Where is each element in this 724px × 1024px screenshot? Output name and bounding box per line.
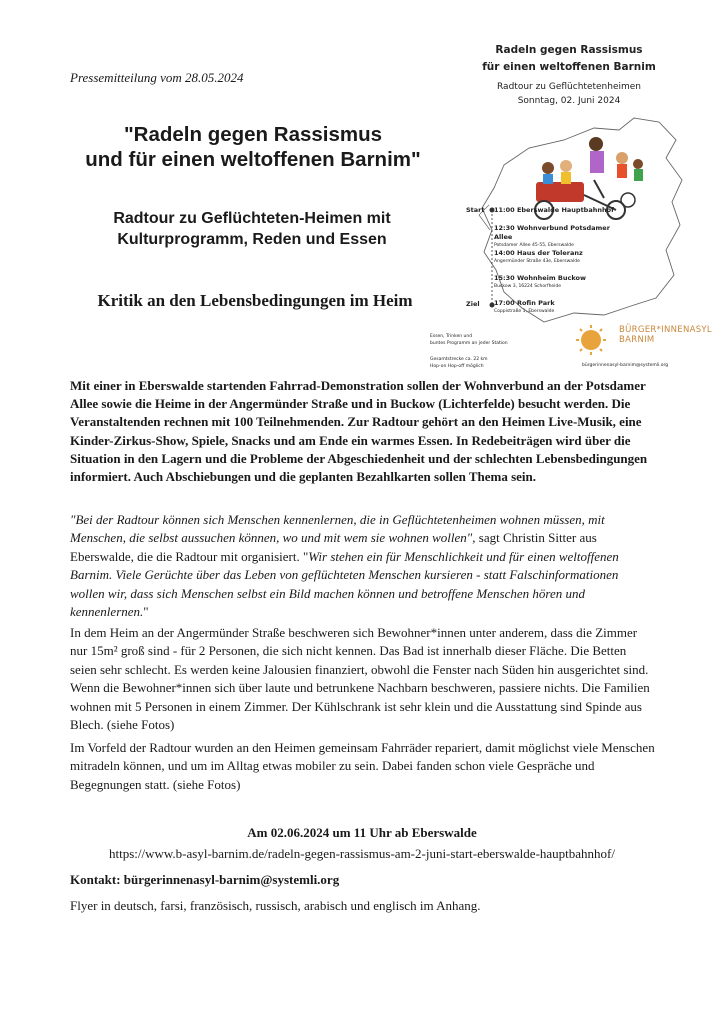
flyer-stop bbox=[494, 274, 614, 290]
flyer-date: Sonntag, 02. Juni 2024 bbox=[517, 96, 621, 106]
event-date-line: Am 02.06.2024 um 11 Uhr ab Eberswalde bbox=[247, 825, 477, 840]
event-url[interactable]: https://www.b-asyl-barnim.de/radeln-gegen-rassismus-am-2-juni-start-eberswalde-hauptbahnhof/ bbox=[108, 846, 615, 861]
flyer-stop bbox=[494, 206, 614, 215]
living-conditions-paragraph: In dem Heim an der Angermünder Straße beschweren sich Bewohner*innen unter anderem, dass die Zimmer nur 15m² groß sind - für 2 Personen, die sich nicht kennen. Das Bad ist innerhalb dieser Fläche. Die Betten seien sehr schlecht. Es werden keine Jalousien finanziert, obwohl die Fenster nach Süden hin ausgerichtet sind. Wenn die Bewohner*innen sich über laute und betrunkene Nachbarn beschweren, passiere nichts. Die Familien wohnen mit 5 Personen in einem Zimmer. Der Kühlschrank ist sehr klein und die Ausstattung sind Spinde aus Blech. (siehe Fotos) bbox=[70, 625, 650, 733]
flyer-subtitle bbox=[444, 80, 694, 108]
headline-line-1: "Radeln gegen Rassismus bbox=[123, 123, 383, 146]
flyer-goal-label: Ziel bbox=[466, 300, 480, 308]
flyer-email: bürgerinnenasyl-barnim@systemli.org bbox=[582, 363, 669, 368]
headline-line-2: und für einen weltoffenen Barnim" bbox=[85, 148, 421, 171]
flyer-stop-address: Coppistraße 1, Eberswalde bbox=[494, 309, 555, 314]
flyer-stop-time: 14:00 Haus der Toleranz bbox=[494, 249, 583, 257]
flyer-stop bbox=[494, 224, 614, 249]
flyer-stop bbox=[494, 249, 614, 265]
flyer-footer-line: Hop-on Hop-off möglich bbox=[430, 364, 484, 369]
quote-close: " bbox=[143, 604, 149, 620]
flyer-footer-info bbox=[430, 333, 508, 347]
flyer-stop-time: 12:30 Wohnverbund Potsdamer Allee bbox=[494, 224, 610, 241]
sun-logo bbox=[576, 325, 606, 355]
subheadline-line-2: Kulturprogramm, Reden und Essen bbox=[117, 231, 387, 248]
flyer-subtitle-text: Radtour zu Geflüchtetenheimen bbox=[497, 82, 641, 92]
org-name-line-2: BARNIM bbox=[619, 335, 655, 345]
flyer-stop-address: Angermünder Straße 43e, Eberswalde bbox=[494, 259, 580, 264]
flyer-stop-time: 11:00 Eberswalde Hauptbahnhof bbox=[494, 206, 614, 214]
critique-heading: Kritik an den Lebensbedingungen im Heim bbox=[97, 291, 413, 310]
press-release-date: Pressemitteilung vom 28.05.2024 bbox=[70, 70, 244, 85]
quote-1: "Bei der Radtour können sich Menschen kennenlernen, die in Geflüchtetenheimen wohnen müssen, mit Menschen, die selbst aussuchen können, wo und mit wem sie wohnen wollen" bbox=[70, 512, 605, 546]
quote-attribution: , sagt Christin Sitter aus Eberswalde, die die Radtour mit organisiert. " bbox=[70, 530, 597, 564]
flyer-footer-line: Essen, Trinken und bbox=[430, 334, 473, 339]
quote-paragraph bbox=[70, 511, 656, 621]
flyer-footer-line: buntes Programm an jeder Station bbox=[430, 341, 508, 346]
flyer-stop-address: Potsdamer Allee 45-55, Eberswalde bbox=[494, 243, 574, 248]
flyer-stop-address: Buckow 3, 16224 Schorfheide bbox=[494, 284, 562, 289]
flyer-stop-time: 17:00 Rofin Park bbox=[494, 299, 555, 307]
bike-repair-paragraph: Im Vorfeld der Radtour wurden an den Heimen gemeinsam Fahrräder repariert, damit möglichst viele Menschen mitradeln können, und um im Alltag etwas mobiler zu sein. Dabei fanden schon viele Gespräche und Begegnungen statt. (siehe Fotos) bbox=[70, 740, 655, 792]
contact-line: Kontakt: bürgerinnenasyl-barnim@systemli.org bbox=[70, 872, 340, 887]
intro-paragraph: Mit einer in Eberswalde startenden Fahrrad-Demonstration sollen der Wohnverbund an der Potsdamer Allee sowie die Heime in der Angermünder Straße und in Buckow (Lichterfelde) besucht werden. Die Veranstaltenden rechnen mit 100 Teilnehmenden. Zur Radtour gehört an den Heimen Live-Musik, eine Kinder-Zirkus-Show, Spiele, Snacks und am Ende ein warmes Essen. In Redebeiträgen wird über die Situation in den Lagern und die Probleme der Abgeschiedenheit und der schlechten Lebensbedingungen informiert. Auch Abschiebungen und die geplanten Bezahlkarten sollen Thema sein. bbox=[70, 378, 648, 485]
event-flyer bbox=[430, 30, 712, 380]
headline bbox=[60, 122, 446, 172]
subheadline-line-1: Radtour zu Geflüchteten-Heimen mit bbox=[113, 210, 391, 227]
flyer-stop-time: 15:30 Wohnheim Buckow bbox=[494, 274, 586, 282]
org-name-line-1: BÜRGER*INNENASYL bbox=[619, 325, 712, 335]
flyer-title-line-2: für einen weltoffenen Barnim bbox=[482, 61, 656, 73]
flyer-start-label: Start bbox=[466, 206, 485, 214]
quote-2: Wir stehen ein für Menschlichkeit und für einen weltoffenen Barnim. Viele Gerüchte über das Leben von geflüchteten Menschen kursieren - statt Falschinformationen wollen wir, dass sich Menschen selbst ein Bild machen können und betroffene Menschen hören und kennenlernen. bbox=[70, 548, 619, 620]
flyer-footer-line: Gesamtstrecke ca. 22 km bbox=[430, 357, 488, 362]
organization-logo-text bbox=[619, 325, 712, 345]
flyer-route-info bbox=[430, 356, 488, 370]
flyer-stop bbox=[494, 299, 614, 315]
flyer-title-line-1: Radeln gegen Rassismus bbox=[495, 44, 643, 56]
flyer-languages-note: Flyer in deutsch, farsi, französisch, russisch, arabisch und englisch im Anhang. bbox=[70, 898, 481, 913]
subheadline bbox=[72, 208, 432, 250]
flyer-title bbox=[444, 42, 694, 76]
